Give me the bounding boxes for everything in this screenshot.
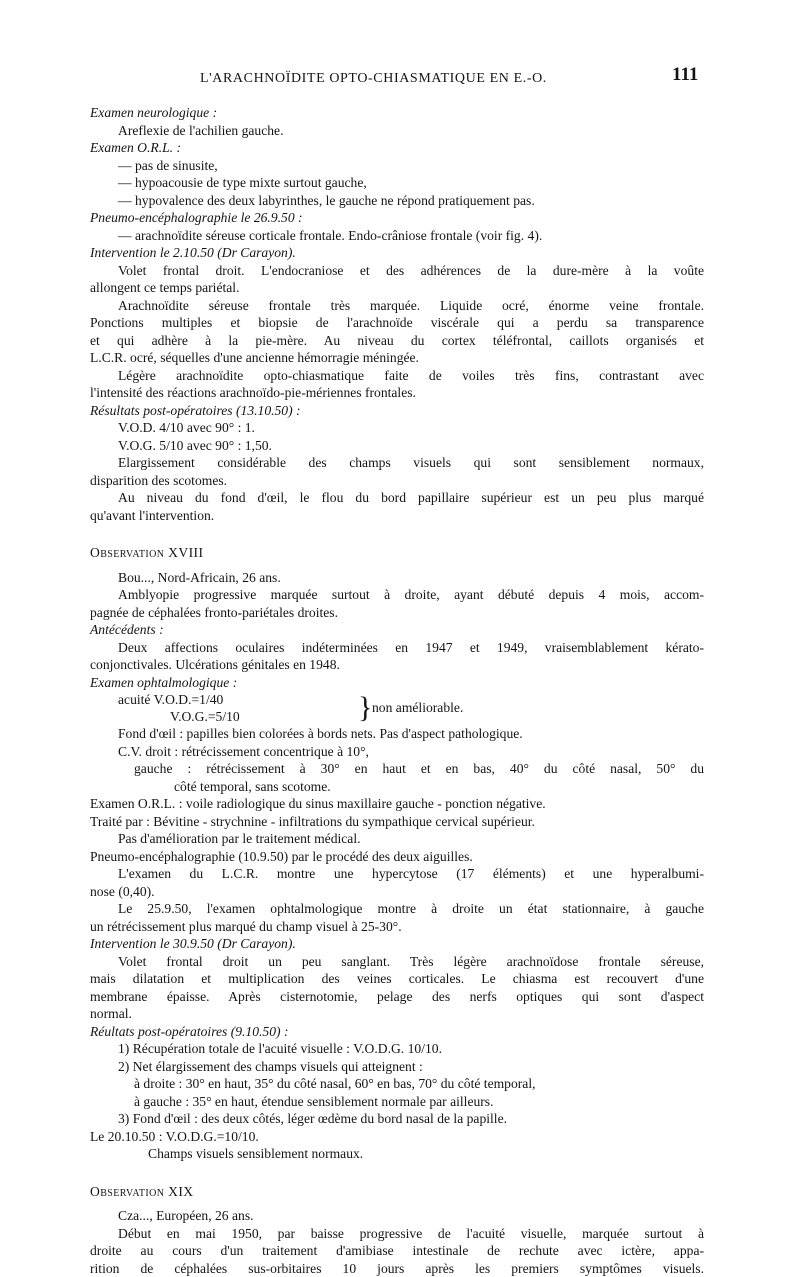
- page-number: 111: [672, 66, 698, 84]
- spacer: [90, 524, 704, 540]
- text-line: Fond d'œil : papilles bien colorées à bords nets. Pas d'aspect pathologique.: [90, 725, 704, 743]
- text-line: normal.: [90, 1005, 704, 1023]
- text-line: membrane épaisse. Après cisternotomie, pelage des nerfs optiques qui sont d'aspect: [90, 988, 704, 1006]
- text-line: — hypoacousie de type mixte surtout gauche,: [90, 174, 704, 192]
- text-line: pagnée de céphalées fronto-pariétales droites.: [90, 604, 704, 622]
- brace-icon: }: [358, 691, 372, 725]
- patient-line: Cza..., Européen, 26 ans.: [90, 1207, 704, 1225]
- text-line: droite au cours d'un traitement d'amibiase intestinale de rechute avec ictère, appa-: [90, 1242, 704, 1260]
- acuity-vog: V.O.G.=5/10: [170, 708, 240, 726]
- subheading: Pneumo-encéphalographie le 26.9.50 :: [90, 209, 704, 227]
- text-line: — hypovalence des deux labyrinthes, le gauche ne répond pratiquement pas.: [90, 192, 704, 210]
- page-header: [0, 66, 800, 90]
- text-line: allongent ce temps pariétal.: [90, 279, 704, 297]
- text-line: Examen O.R.L. : voile radiologique du sinus maxillaire gauche - ponction négative.: [90, 795, 704, 813]
- text-line: V.O.D. 4/10 avec 90° : 1.: [90, 419, 704, 437]
- text-line: qu'avant l'intervention.: [90, 507, 704, 525]
- text-line: — arachnoïdite séreuse corticale frontale. Endo-crâniose frontale (voir fig. 4).: [90, 227, 704, 245]
- text-line: Au niveau du fond d'œil, le flou du bord papillaire supérieur est un peu plus marqué: [90, 489, 704, 507]
- text-line: L'examen du L.C.R. montre une hypercytose (17 éléments) et une hyperalbumi-: [90, 865, 704, 883]
- section-previous-observation: [90, 104, 704, 524]
- observation-heading: Observation XVIII: [90, 544, 704, 562]
- subheading: Examen neurologique :: [90, 104, 704, 122]
- text-line: Début en mai 1950, par baisse progressive de l'acuité visuelle, marquée surtout à: [90, 1225, 704, 1243]
- spacer: [90, 1163, 704, 1179]
- text-line: Pneumo-encéphalographie (10.9.50) par le procédé des deux aiguilles.: [90, 848, 704, 866]
- subheading: Examen O.R.L. :: [90, 139, 704, 157]
- subheading: Réultats post-opératoires (9.10.50) :: [90, 1023, 704, 1041]
- acuity-block: [90, 691, 704, 725]
- text-line: à gauche : 35° en haut, étendue sensiblement normale par ailleurs.: [90, 1093, 704, 1111]
- text-line: — pas de sinusite,: [90, 157, 704, 175]
- text-line: Deux affections oculaires indéterminées en 1947 et 1949, vraisemblablement kérato-: [90, 639, 704, 657]
- text-line: Traité par : Bévitine - strychnine - infiltrations du sympathique cervical supérieur.: [90, 813, 704, 831]
- section-observation-xix: [90, 1183, 704, 1277]
- text-line: Volet frontal droit. L'endocraniose et des adhérences de la dure-mère à la voûte: [90, 262, 704, 280]
- text-line: Le 20.10.50 : V.O.D.G.=10/10.: [90, 1128, 704, 1146]
- patient-line: Bou..., Nord-Africain, 26 ans.: [90, 569, 704, 587]
- list-item: 2) Net élargissement des champs visuels qui atteignent :: [90, 1058, 704, 1076]
- running-title: L'ARACHNOÏDITE OPTO-CHIASMATIQUE EN E.-O.: [200, 70, 547, 88]
- list-item: 1) Récupération totale de l'acuité visuelle : V.O.D.G. 10/10.: [90, 1040, 704, 1058]
- text-line: Elargissement considérable des champs visuels qui sont sensiblement normaux,: [90, 454, 704, 472]
- text-line: l'intensité des réactions arachnoïdo-pie-mériennes frontales.: [90, 384, 704, 402]
- list-item: 3) Fond d'œil : des deux côtés, léger œdème du bord nasal de la papille.: [90, 1110, 704, 1128]
- subheading: Antécédents :: [90, 621, 704, 639]
- text-line: à droite : 30° en haut, 35° du côté nasal, 60° en bas, 70° du côté temporal,: [90, 1075, 704, 1093]
- text-line: et qui adhère à la pie-mère. Au niveau du cortex téléfrontal, caillots organisés et: [90, 332, 704, 350]
- text-line: C.V. droit : rétrécissement concentrique à 10°,: [90, 743, 704, 761]
- text-line: Le 25.9.50, l'examen ophtalmologique montre à droite un état stationnaire, à gauche: [90, 900, 704, 918]
- text-line: Pas d'amélioration par le traitement médical.: [90, 830, 704, 848]
- text-line: côté temporal, sans scotome.: [90, 778, 704, 796]
- text-line: mais dilatation et multiplication des veines corticales. Le chiasma est recouvert d'une: [90, 970, 704, 988]
- text-line: Areflexie de l'achilien gauche.: [90, 122, 704, 140]
- text-line: Légère arachnoïdite opto-chiasmatique faite de voiles très fins, contrastant avec: [90, 367, 704, 385]
- text-line: L.C.R. ocré, séquelles d'une ancienne hémorragie méningée.: [90, 349, 704, 367]
- subheading: Examen ophtalmologique :: [90, 674, 704, 692]
- text-line: Champs visuels sensiblement normaux.: [90, 1145, 704, 1163]
- text-line: Volet frontal droit un peu sanglant. Très légère arachnoïdose frontale séreuse,: [90, 953, 704, 971]
- observation-heading: Observation XIX: [90, 1183, 704, 1201]
- text-line: nose (0,40).: [90, 883, 704, 901]
- text-line: Amblyopie progressive marquée surtout à droite, ayant débuté depuis 4 mois, accom-: [90, 586, 704, 604]
- section-observation-xviii: [90, 544, 704, 1163]
- text-line: V.O.G. 5/10 avec 90° : 1,50.: [90, 437, 704, 455]
- text-line: gauche : rétrécissement à 30° en haut et en bas, 40° du côté nasal, 50° du: [90, 760, 704, 778]
- subheading: Intervention le 2.10.50 (Dr Carayon).: [90, 244, 704, 262]
- subheading: Résultats post-opératoires (13.10.50) :: [90, 402, 704, 420]
- subheading: Intervention le 30.9.50 (Dr Carayon).: [90, 935, 704, 953]
- text-line: Ponctions multiples et biopsie de l'arachnoïde viscérale qui a perdu sa transparence: [90, 314, 704, 332]
- text-line: conjonctivales. Ulcérations génitales en 1948.: [90, 656, 704, 674]
- text-line: Arachnoïdite séreuse frontale très marquée. Liquide ocré, énorme veine frontale.: [90, 297, 704, 315]
- text-line: disparition des scotomes.: [90, 472, 704, 490]
- text-line: un rétrécissement plus marqué du champ visuel à 25-30°.: [90, 918, 704, 936]
- acuity-note: non améliorable.: [372, 699, 463, 717]
- page-body: [90, 104, 704, 1277]
- acuity-vod: acuité V.O.D.=1/40: [118, 691, 223, 709]
- text-line: rition de céphalées sus-orbitaires 10 jours après les premiers symptômes visuels.: [90, 1260, 704, 1277]
